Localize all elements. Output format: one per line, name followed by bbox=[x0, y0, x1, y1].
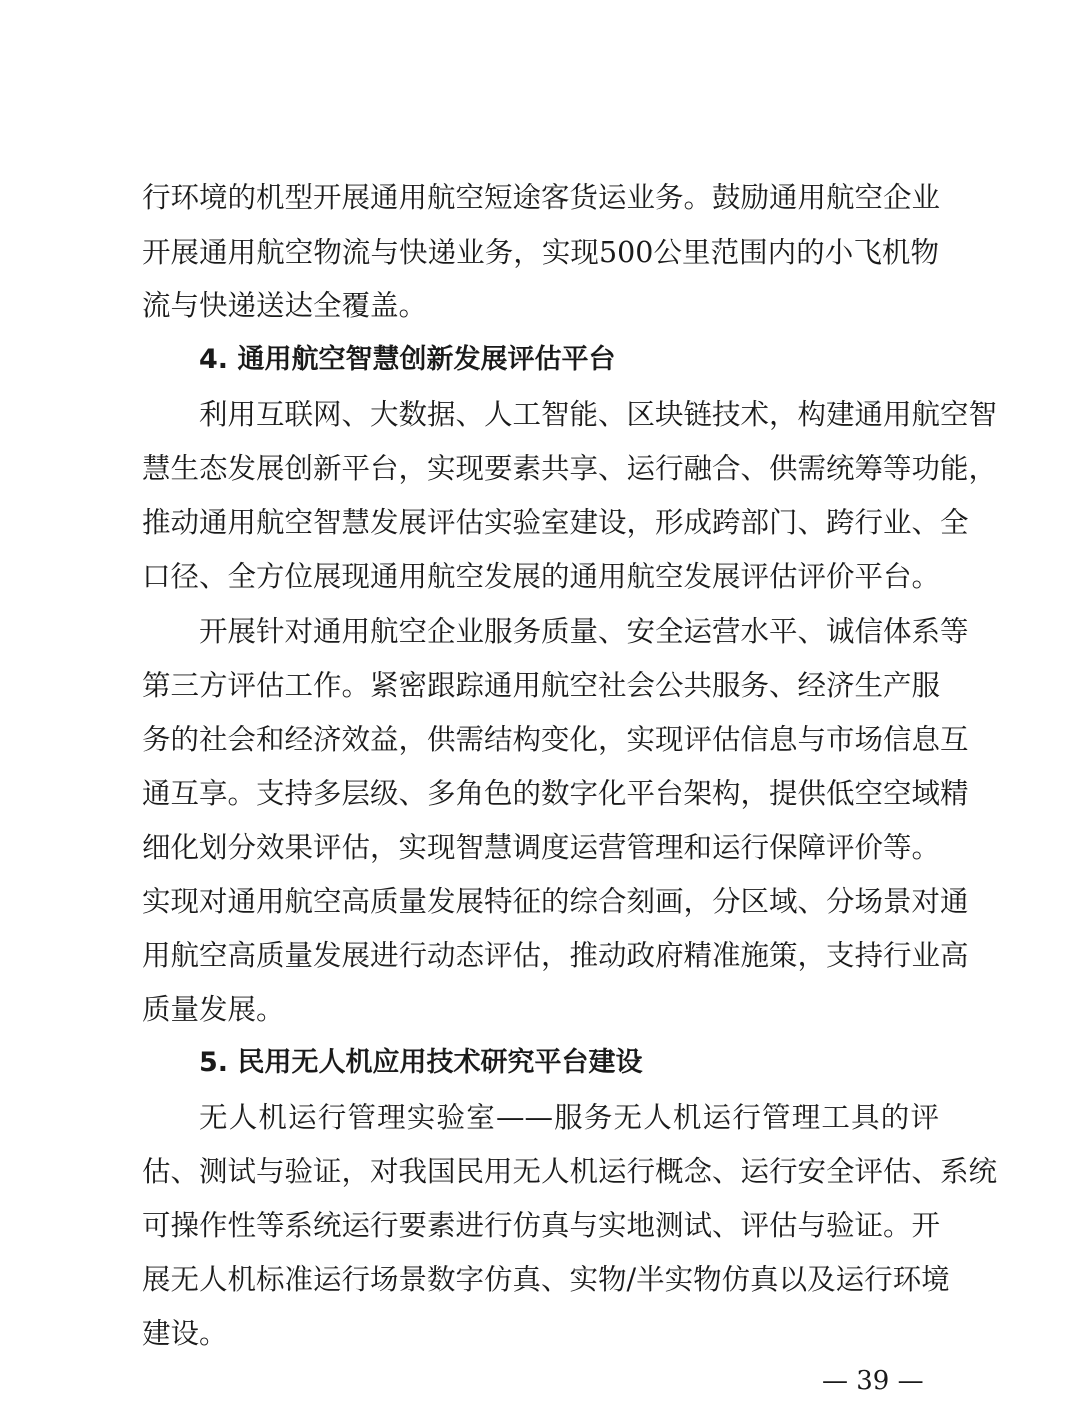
paragraph-line: 慧生态发展创新平台，实现要素共享、运行融合、供需统筹等功能， bbox=[142, 452, 998, 485]
section-heading-5: 5. 民用无人机应用技术研究平台建设 bbox=[199, 1047, 643, 1078]
paragraph-line: 用航空高质量发展进行动态评估，推动政府精准施策，支持行业高 bbox=[142, 939, 969, 972]
paragraph-line: 通互享。支持多层级、多角色的数字化平台架构，提供低空空域精 bbox=[142, 777, 969, 810]
paragraph-line: 第三方评估工作。紧密跟踪通用航空社会公共服务、经济生产服 bbox=[142, 669, 941, 702]
paragraph-line: 流与快递送达全覆盖。 bbox=[142, 289, 428, 322]
paragraph-line: 开展通用航空物流与快递业务，实现500公里范围内的小飞机物 bbox=[142, 236, 939, 269]
paragraph-line: 实现对通用航空高质量发展特征的综合刻画，分区域、分场景对通 bbox=[142, 885, 969, 918]
page-number: — 39 — bbox=[822, 1366, 924, 1396]
paragraph-line: 务的社会和经济效益，供需结构变化，实现评估信息与市场信息互 bbox=[142, 723, 969, 756]
paragraph-line: 质量发展。 bbox=[142, 993, 285, 1026]
paragraph-line: 口径、全方位展现通用航空发展的通用航空发展评估评价平台。 bbox=[142, 560, 941, 593]
paragraph-line: 利用互联网、大数据、人工智能、区块链技术，构建通用航空智 bbox=[199, 398, 998, 431]
paragraph-line: 可操作性等系统运行要素进行仿真与实地测试、评估与验证。开 bbox=[142, 1209, 941, 1242]
paragraph-line: 展无人机标准运行场景数字仿真、实物/半实物仿真以及运行环境 bbox=[142, 1263, 950, 1296]
paragraph-line: 无人机运行管理实验室——服务无人机运行管理工具的评 bbox=[199, 1101, 939, 1134]
paragraph-line: 开展针对通用航空企业服务质量、安全运营水平、诚信体系等 bbox=[199, 615, 969, 648]
paragraph-line: 推动通用航空智慧发展评估实验室建设，形成跨部门、跨行业、全 bbox=[142, 506, 969, 539]
paragraph-line: 行环境的机型开展通用航空短途客货运业务。鼓励通用航空企业 bbox=[142, 181, 941, 214]
paragraph-line: 估、测试与验证，对我国民用无人机运行概念、运行安全评估、系统 bbox=[142, 1155, 998, 1188]
section-heading-4: 4. 通用航空智慧创新发展评估平台 bbox=[199, 344, 616, 375]
paragraph-line: 建设。 bbox=[142, 1317, 228, 1350]
paragraph-line: 细化划分效果评估，实现智慧调度运营管理和运行保障评价等。 bbox=[142, 831, 941, 864]
